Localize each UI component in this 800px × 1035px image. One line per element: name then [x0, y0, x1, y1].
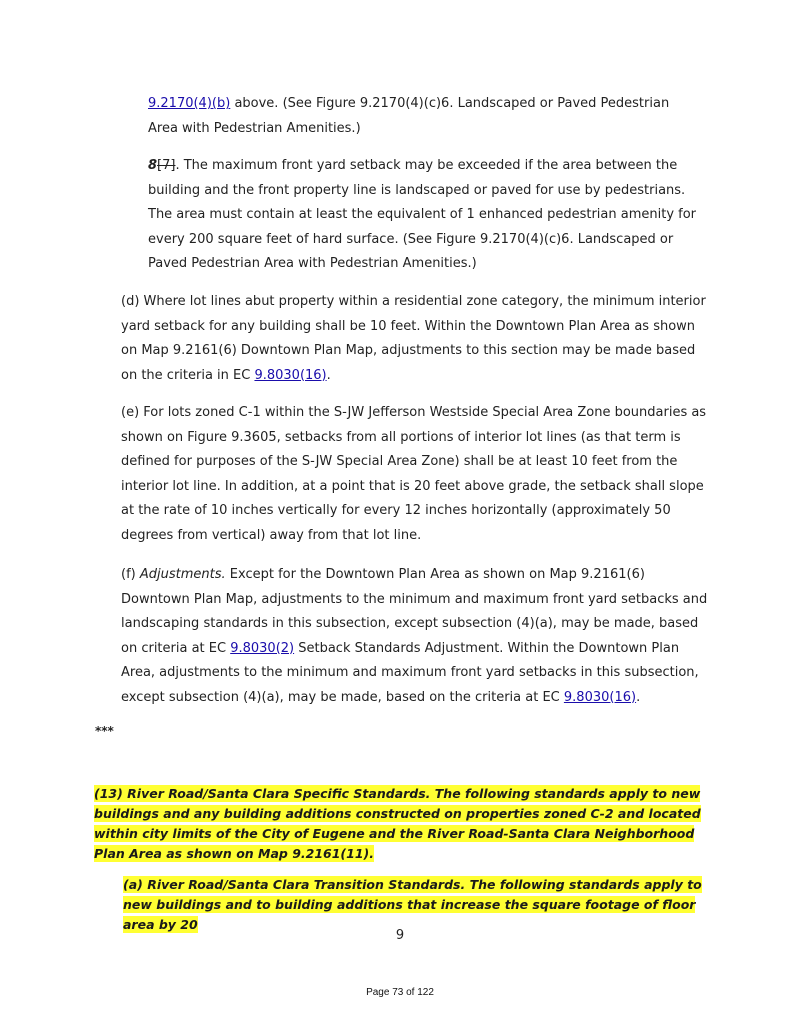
- paragraph-f: [121, 563, 716, 710]
- link-9-8030-16-d[interactable]: 9.8030(16): [254, 367, 327, 383]
- paragraph-f-text-2: Setback Standards Adjustment. Within the Downtown Plan Area, adjustments to the minimum and maximum front yard setbacks in this subsection, except subsection (4)(a), may be made, based on the criteria at EC: [121, 640, 699, 705]
- paragraph-e: [121, 401, 713, 548]
- paragraph-f-text-1: Except for the Downtown Plan Area as shown on Map 9.2161(6) Downtown Plan Map, adjustments to the minimum and maximum front yard setbacks and landscaping standards in this subsection, except subsection (4)(a), may be made, based on criteria at EC: [121, 567, 708, 656]
- paragraph-e-text: (e) For lots zoned C-1 within the S-JW Jefferson Westside Special Area Zone boundaries as shown on Figure 9.3605, setbacks from all portions of interior lot lines (as that term is defined for purposes of the S-JW Special Area Zone) shall be at least 10 feet from the interior lot line. In addition, at a point that is 20 feet above grade, the setback shall slope at the rate of 10 inches vertically for every 12 inches horizontally (approximately 50 degrees from vertical) away from that lot line.: [121, 405, 707, 543]
- page-number: 9: [395, 928, 405, 943]
- section-13-text: (13) River Road/Santa Clara Specific Standards. The following standards apply to new buildings and any building additions constructed on properties zoned C-2 and located within city limits of the City of Eugene and the River Road-Santa Clara Neighborhood Plan Area as shown on Map 9.2161(11).: [94, 786, 701, 861]
- link-9-2170-4-b[interactable]: 9.2170(4)(b): [148, 96, 231, 111]
- item-number-old: [7]: [157, 158, 176, 173]
- omission-asterisks: ***: [95, 724, 114, 738]
- paragraph-8: [148, 154, 708, 277]
- paragraph-f-title: Adjustments.: [139, 567, 226, 582]
- link-9-8030-16-f[interactable]: 9.8030(16): [563, 689, 637, 705]
- section-13a-highlighted: [123, 875, 708, 935]
- paragraph-f-end: .: [636, 689, 641, 705]
- link-9-8030-2[interactable]: 9.8030(2): [230, 640, 295, 656]
- paragraph-continuation-text: above. (See Figure 9.2170(4)(c)6. Landscaped or Paved Pedestrian Area with Pedestrian Amenities.): [148, 96, 670, 136]
- paragraph-continuation: [148, 92, 693, 141]
- item-number-new: 8: [148, 158, 158, 173]
- section-13-highlighted: [94, 784, 709, 864]
- paragraph-8-text: . The maximum front yard setback may be exceeded if the area between the building and the front property line is landscaped or paved for use by pedestrians. The area must contain at least the equivalent of 1 enhanced pedestrian amenity for every 200 square feet of hard surface. (See Figure 9.2170(4)(c)6. Landscaped or Paved Pedestrian Area with Pedestrian Amenities.): [148, 158, 697, 271]
- page-footer: Page 73 of 122: [366, 987, 434, 998]
- paragraph-d: [121, 290, 713, 388]
- section-13a-text: (a) River Road/Santa Clara Transition Standards. The following standards apply to new buildings and to building additions that increase the square footage of floor area by 20: [123, 877, 702, 932]
- paragraph-f-label: (f): [121, 567, 140, 582]
- paragraph-d-end: .: [326, 367, 331, 383]
- paragraph-d-text: (d) Where lot lines abut property within a residential zone category, the minimum interior yard setback for any building shall be 10 feet. Within the Downtown Plan Area as shown on Map 9.2161(6) Downtown Plan Map, adjustments to this section may be made based on the criteria in EC: [121, 294, 706, 383]
